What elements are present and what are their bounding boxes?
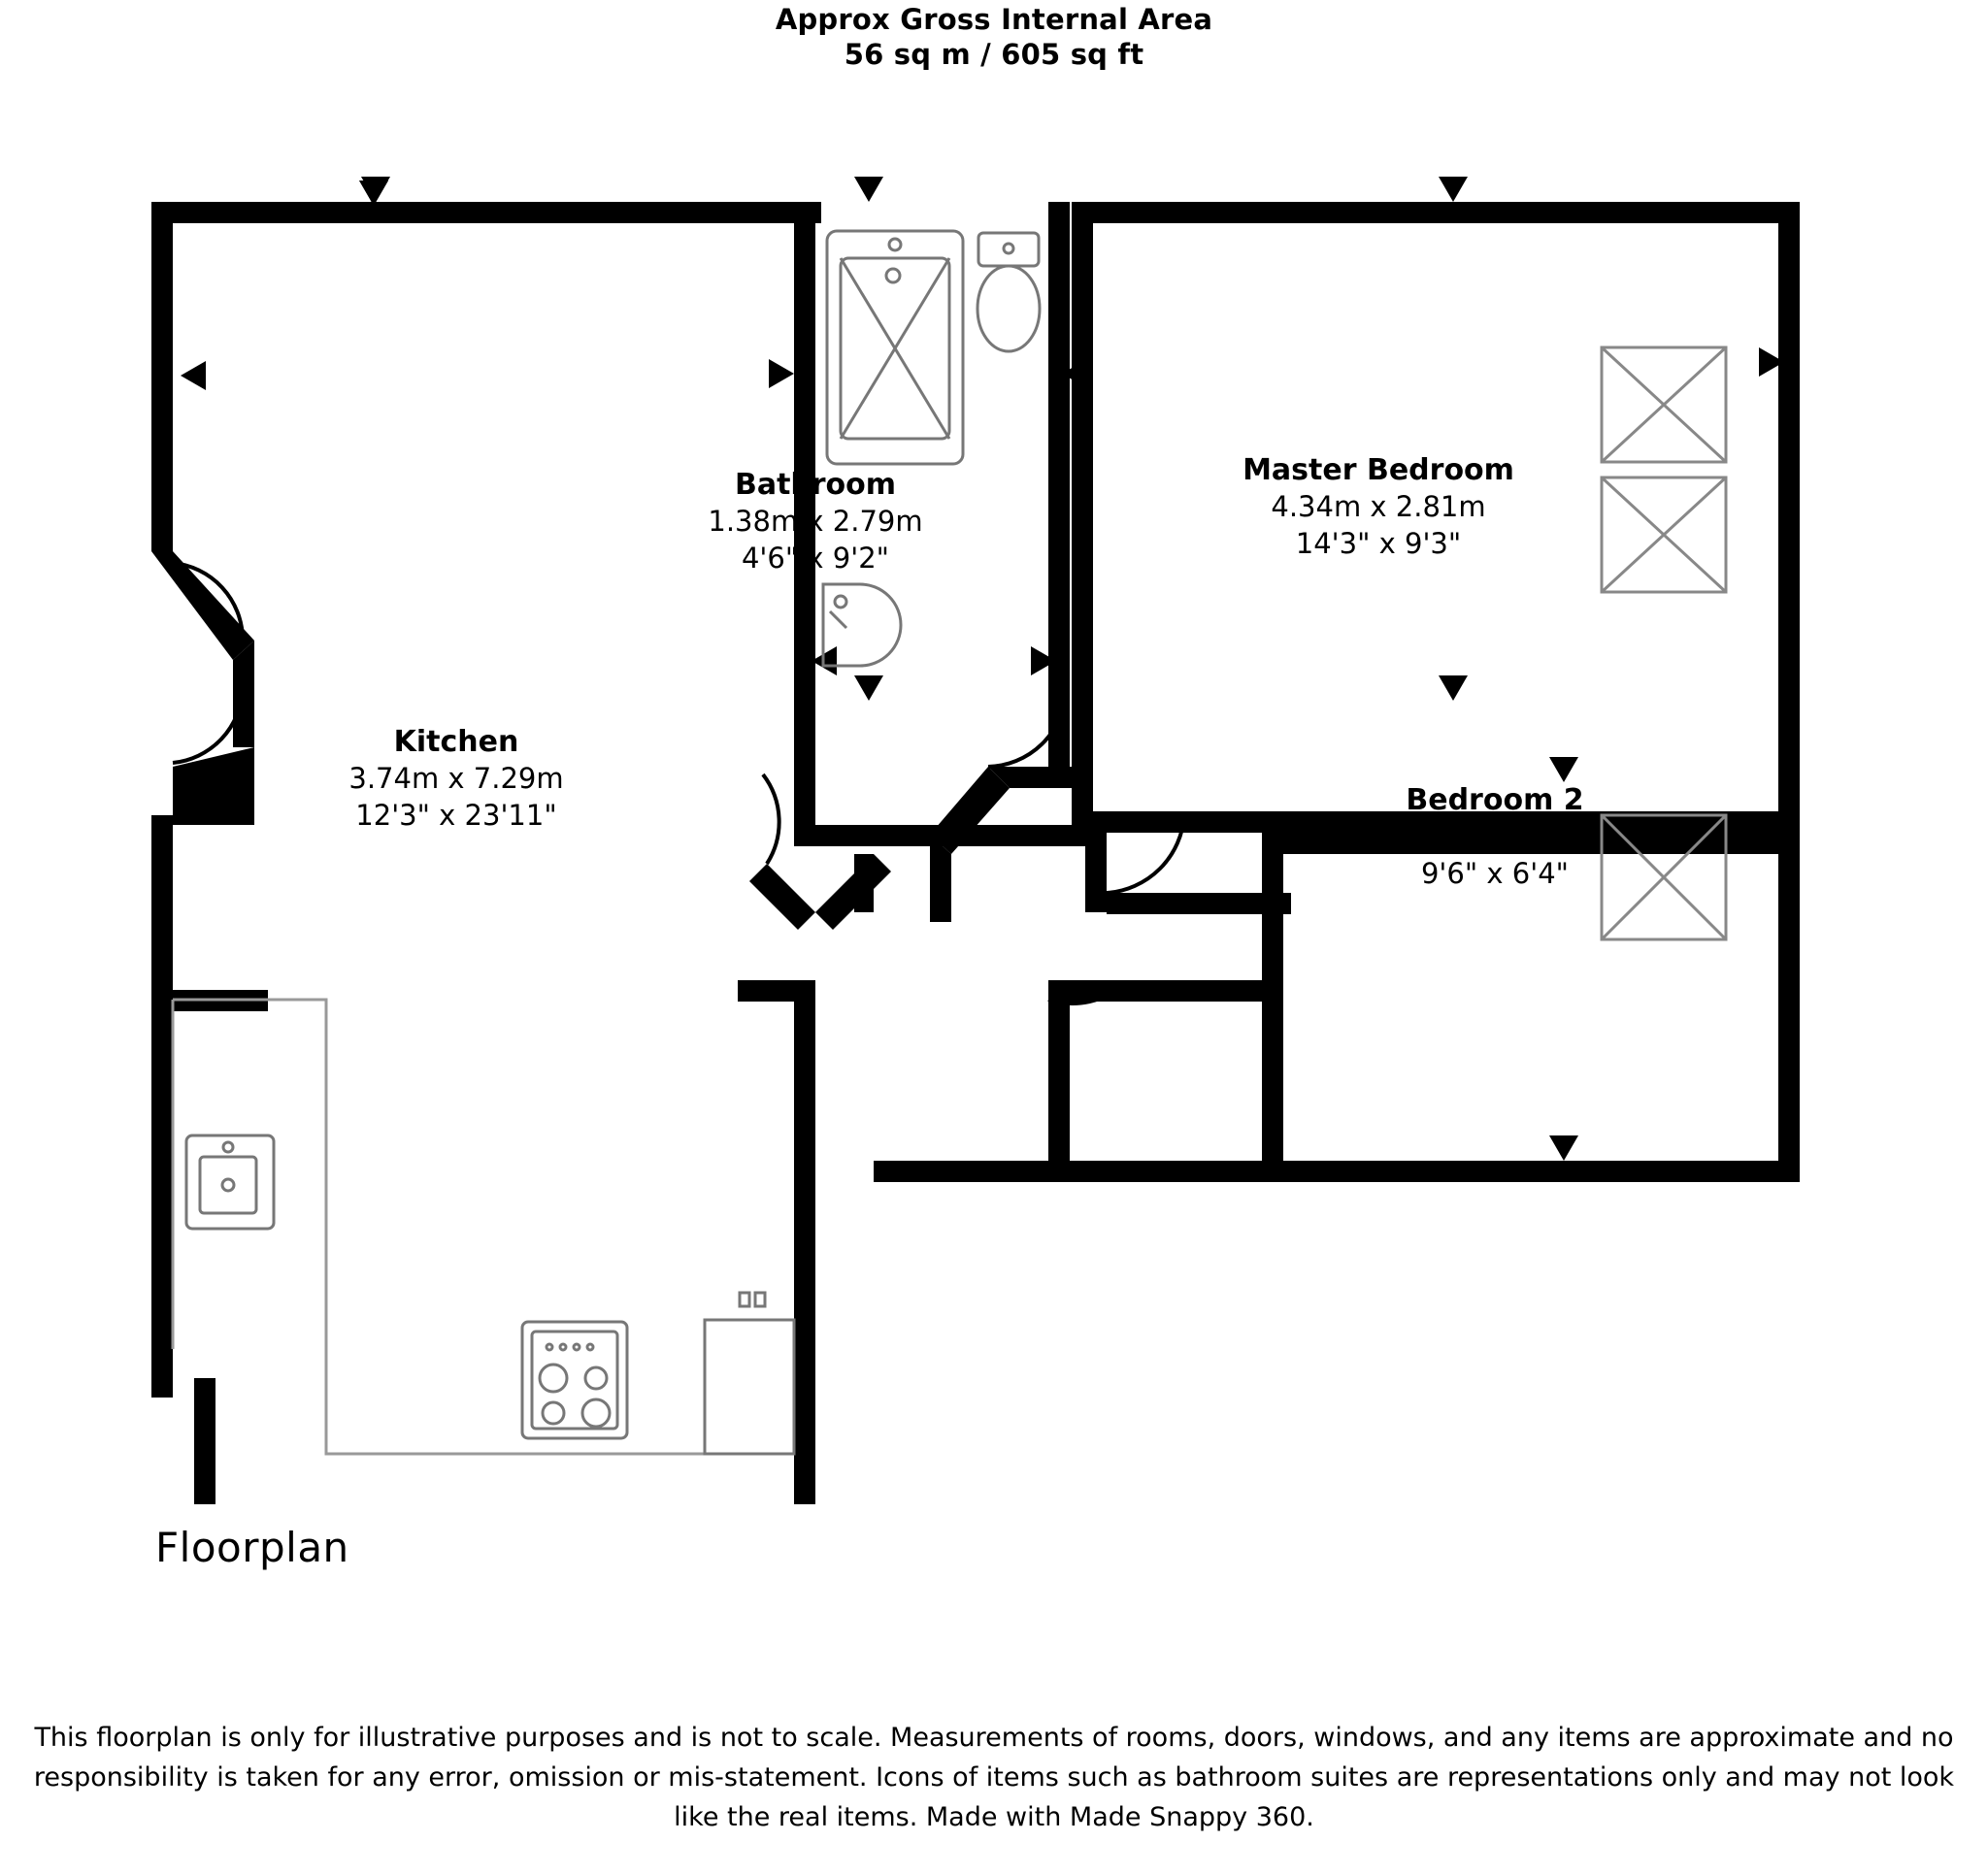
toilet-icon (977, 233, 1040, 351)
area-header-title: Approx Gross Internal Area (775, 3, 1213, 36)
room-name: Bathroom (734, 468, 897, 502)
room-label-bathroom (660, 466, 971, 576)
room-dimensions-imperial: 9'6" x 6'4" (1420, 856, 1570, 890)
room-label-bedroom-2 (1310, 781, 1679, 892)
room-name: Kitchen (393, 725, 519, 759)
disclaimer-text: This floorplan is only for illustrative purposes and is not to scale. Measurements of rooms, doors, windows, and any items are approximate and no responsibility is taken for any error, omission or mis-statement. Icons of items such as bathroom suites are representations only and may not look like the real items. Made with Made Snappy 360. (33, 1723, 1955, 1832)
room-dimensions-metric: 3.74m x 7.29m (348, 762, 564, 795)
room-dimensions-imperial: 14'3" x 9'3" (1295, 526, 1462, 560)
hob-cooker-icon (522, 1322, 627, 1438)
room-dimensions-metric: 4.34m x 2.81m (1271, 490, 1486, 523)
room-label-kitchen (282, 723, 631, 834)
kitchen-sink-icon (186, 1135, 274, 1229)
room-dimensions-metric: 2.90m x 1.93m (1387, 820, 1603, 853)
bath-tub-icon (827, 231, 963, 464)
room-dimensions-imperial: 4'6" x 9'2" (741, 541, 890, 575)
power-socket-icon (705, 1293, 794, 1454)
room-dimensions-imperial: 12'3" x 23'11" (355, 798, 557, 832)
area-header-value: 56 sq m / 605 sq ft (844, 38, 1144, 71)
room-name: Master Bedroom (1242, 453, 1514, 487)
floorplan-drawing (0, 146, 1988, 1504)
room-dimensions-metric: 1.38m x 2.79m (708, 505, 923, 538)
floorplan-caption: Floorplan (155, 1524, 349, 1571)
kitchen-worktop (173, 1000, 794, 1454)
room-label-master-bedroom (1165, 451, 1592, 562)
room-name: Bedroom 2 (1406, 783, 1584, 817)
wardrobe-icon (1602, 347, 1726, 462)
wardrobe-icon (1602, 477, 1726, 592)
